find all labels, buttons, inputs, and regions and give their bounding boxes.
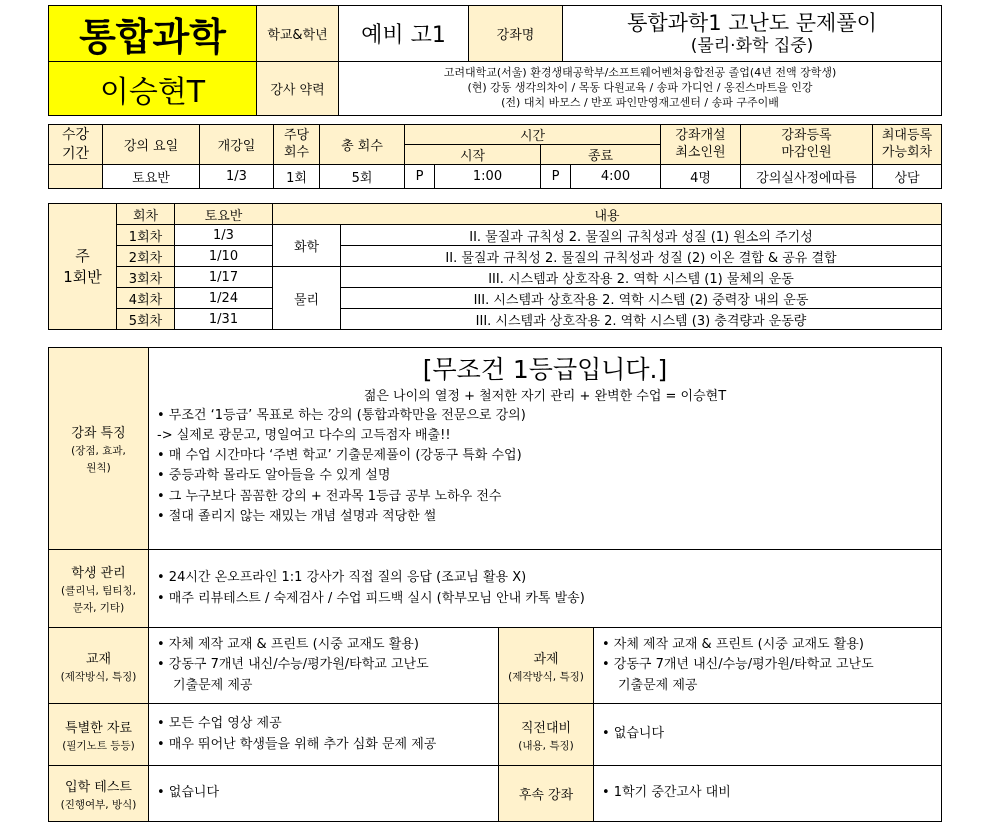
schedule-start-date: 1/3 xyxy=(200,165,274,189)
schedule-table xyxy=(48,124,942,189)
header-table xyxy=(48,5,942,116)
curriculum-content: III. 시스템과 상호작용 2. 역학 시스템 (3) 충격량과 운동량 xyxy=(341,309,942,330)
homework-content xyxy=(594,628,942,704)
features-bullet: -> 실제로 광문고, 명일여고 다수의 고득점자 배출!! xyxy=(157,428,451,444)
textbook-content xyxy=(149,628,499,704)
course-label: 강좌명 xyxy=(469,6,563,62)
management-bullet: • 매주 리뷰테스트 / 숙제검사 / 수업 피드백 실시 (학부모님 안내 카톡 발송) xyxy=(157,590,585,606)
subject-title: 통합과학 xyxy=(49,6,257,62)
curriculum-date: 1/10 xyxy=(175,246,273,267)
course-title xyxy=(563,6,942,62)
schedule-total: 5회 xyxy=(320,165,405,189)
schedule-deadline: 강의실사정에따름 xyxy=(741,165,873,189)
features-bullet: • 중등과학 몰라도 알아들을 수 있게 설명 xyxy=(157,468,391,484)
curriculum-session: 5회차 xyxy=(117,309,175,330)
col-total: 총 회수 xyxy=(320,125,405,165)
col-time-start: 시작 xyxy=(405,145,541,165)
schedule-min-people: 4명 xyxy=(661,165,741,189)
entrance-test-value: • 없습니다 xyxy=(157,785,220,801)
schedule-start-time: 1:00 xyxy=(435,165,541,189)
features-headline: [무조건 1등급입니다.] xyxy=(422,355,668,384)
period-label: 수강 기간 xyxy=(49,125,103,165)
schedule-end-time: 4:00 xyxy=(571,165,661,189)
col-start-date: 개강일 xyxy=(200,125,274,165)
curriculum-content: III. 시스템과 상호작용 2. 역학 시스템 (1) 물체의 운동 xyxy=(341,267,942,288)
col-weekly: 주당 회수 xyxy=(274,125,320,165)
col-time-end: 종료 xyxy=(541,145,661,165)
homework-bullet-cont: 기출문제 제공 xyxy=(618,677,698,693)
career-lines xyxy=(339,62,942,116)
col-session: 회차 xyxy=(117,204,175,225)
period-label-bottom xyxy=(49,165,103,189)
management-bullet: • 24시간 온오프라인 1:1 강사가 직접 질의 응답 (조교님 활용 X) xyxy=(157,570,527,586)
col-date: 토요반 xyxy=(175,204,273,225)
curriculum-subject-chem: 화학 xyxy=(273,225,341,267)
entrance-test-label: 입학 테스트 (진행여부, 방식) xyxy=(49,766,149,822)
features-tagline: 젊은 나이의 열정 + 철저한 자기 관리 + 완벽한 수업 = 이승현T xyxy=(363,388,727,404)
features-bullet: • 절대 졸리지 않는 재밌는 개념 설명과 적당한 썰 xyxy=(157,508,437,524)
management-content xyxy=(149,550,942,628)
features-content xyxy=(149,348,942,550)
exam-prep-value: • 없습니다 xyxy=(602,726,665,742)
homework-bullet: • 자체 제작 교재 & 프린트 (시중 교재도 활용) xyxy=(602,637,864,653)
schedule-weekly: 1회 xyxy=(274,165,320,189)
curriculum-date: 1/17 xyxy=(175,267,273,288)
course-title-line2: (물리·화학 집중) xyxy=(690,35,814,56)
textbook-label: 교재 (제작방식, 특징) xyxy=(49,628,149,704)
curriculum-table xyxy=(48,203,942,330)
materials-bullet: • 모든 수업 영상 제공 xyxy=(157,716,282,732)
curriculum-session: 1회차 xyxy=(117,225,175,246)
homework-bullet: • 강동구 7개년 내신/수능/평가원/타학교 고난도 xyxy=(602,657,874,673)
col-day: 강의 요일 xyxy=(103,125,200,165)
curriculum-content: II. 물질과 규칙성 2. 물질의 규칙성과 성질 (2) 이온 결합 & 공유 결합 xyxy=(341,246,942,267)
career-line: 고려대학교(서울) 환경생태공학부/소프트웨어벤처융합전공 졸업(4년 전액 장학생) xyxy=(443,66,837,80)
career-label: 강사 약력 xyxy=(257,62,339,116)
col-min: 강좌개설 최소인원 xyxy=(661,125,741,165)
col-deadline: 강좌등록 마감인원 xyxy=(741,125,873,165)
career-line: (현) 강동 생각의차이 / 목동 다원교육 / 송파 가디언 / 옹진스마트을 인강 xyxy=(467,81,813,95)
curriculum-date: 1/31 xyxy=(175,309,273,330)
features-bullet: • 무조건 ‘1등급’ 목표로 하는 강의 (통합과학만을 전문으로 강의) xyxy=(157,408,526,423)
curriculum-session: 3회차 xyxy=(117,267,175,288)
exam-prep-content xyxy=(594,704,942,766)
teacher-name: 이승현T xyxy=(49,62,257,116)
textbook-bullet: • 강동구 7개년 내신/수능/평가원/타학교 고난도 xyxy=(157,657,429,673)
course-title-line1: 통합과학1 고난도 문제풀이 xyxy=(627,10,877,35)
details-table xyxy=(48,347,942,822)
entrance-test-content xyxy=(149,766,499,822)
features-bullet: • 매 수업 시간마다 ‘주변 학교’ 기출문제풀이 (강동구 특화 수업) xyxy=(157,448,522,464)
schedule-max-session: 상담 xyxy=(873,165,942,189)
exam-prep-label: 직전대비 (내용, 특징) xyxy=(499,704,594,766)
curriculum-session: 4회차 xyxy=(117,288,175,309)
features-label: 강좌 특징 (장점, 효과, 원칙) xyxy=(49,348,149,550)
followup-label: 후속 강좌 xyxy=(499,766,594,822)
schedule-end-ampm: P xyxy=(541,165,571,189)
textbook-bullet: • 자체 제작 교재 & 프린트 (시중 교재도 활용) xyxy=(157,637,419,653)
materials-content xyxy=(149,704,499,766)
materials-bullet: • 매우 뛰어난 학생들을 위해 추가 심화 문제 제공 xyxy=(157,736,437,752)
col-time: 시간 xyxy=(405,125,661,145)
curriculum-group-label: 주 1회반 xyxy=(49,204,117,330)
career-line: (전) 대치 바모스 / 반포 파인만영재고센터 / 송파 구주이배 xyxy=(501,95,779,109)
schedule-day: 토요반 xyxy=(103,165,200,189)
followup-content xyxy=(594,766,942,822)
col-content: 내용 xyxy=(273,204,942,225)
homework-label: 과제 (제작방식, 특징) xyxy=(499,628,594,704)
curriculum-content: II. 물질과 규칙성 2. 물질의 규칙성과 성질 (1) 원소의 주기성 xyxy=(341,225,942,246)
schedule-start-ampm: P xyxy=(405,165,435,189)
curriculum-subject-phys: 물리 xyxy=(273,267,341,330)
curriculum-session: 2회차 xyxy=(117,246,175,267)
curriculum-content: III. 시스템과 상호작용 2. 역학 시스템 (2) 중력장 내의 운동 xyxy=(341,288,942,309)
grade-label: 학교&학년 xyxy=(257,6,339,62)
management-label: 학생 관리 (클리닉, 팀티칭, 문자, 기타) xyxy=(49,550,149,628)
followup-value: • 1학기 중간고사 대비 xyxy=(602,785,731,801)
curriculum-date: 1/24 xyxy=(175,288,273,309)
textbook-bullet-cont: 기출문제 제공 xyxy=(173,677,253,693)
grade-value: 예비 고1 xyxy=(339,6,469,62)
features-bullet: • 그 누구보다 꼼꼼한 강의 + 전과목 1등급 공부 노하우 전수 xyxy=(157,488,502,504)
materials-label: 특별한 자료 (필기노트 등등) xyxy=(49,704,149,766)
col-max: 최대등록 가능회차 xyxy=(873,125,942,165)
curriculum-date: 1/3 xyxy=(175,225,273,246)
